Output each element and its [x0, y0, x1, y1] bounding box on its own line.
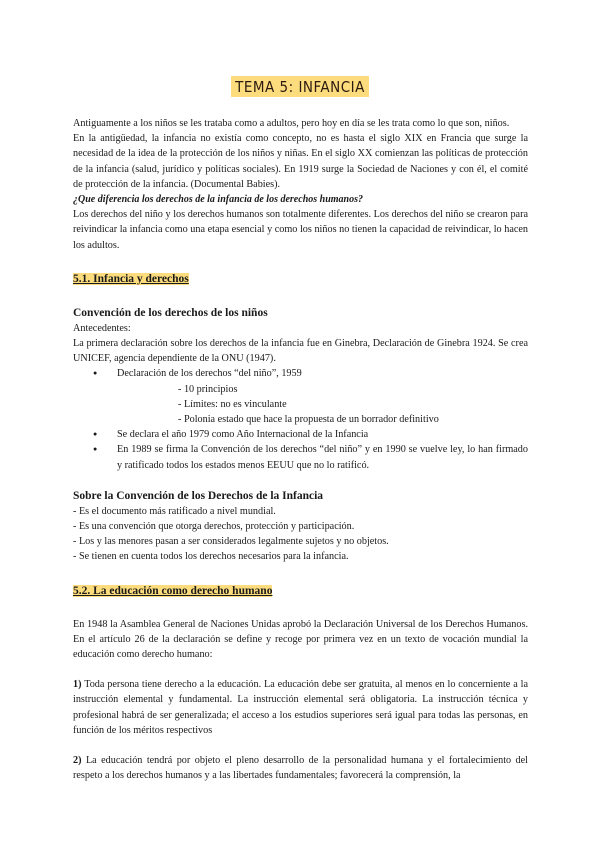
point-2-number: 2) — [73, 755, 82, 767]
section-1-heading — [73, 271, 528, 287]
list-item: - Es el documento más ratificado a nivel mundial. — [73, 505, 276, 517]
answer-paragraph: Los derechos del niño y los derechos humanos son totalmente diferentes. Los derechos del niño se crearon para reivindicar la infancia como una etapa esencial y como los niños no tienen la capacidad de reivindicar, lo hacen los adultos. — [73, 209, 528, 251]
point-2-text: La educación tendrá por objeto el pleno desarrollo de la personalidad humana y el fortalecimiento del respeto a los derechos humanos y a las libertades fundamentales; favorecerá la comprensión, la — [73, 755, 528, 782]
sub-list-item: - Polonia estado que hace la propuesta de un borrador definitivo — [178, 414, 439, 426]
section-1-heading-text: 5.1. Infancia y derechos — [73, 272, 189, 285]
convention-bullet-list — [73, 366, 528, 472]
section-2-heading-text: 5.2. La educación como derecho humano — [73, 584, 273, 597]
bullet-text: Declaración de los derechos “del niño”, 1959 — [117, 368, 302, 380]
list-item — [107, 366, 528, 427]
list-item: ● En 1989 se firma la Convención de los derechos “del niño” y en 1990 se vuelve ley, lo han firmado y ratificado todos los estados menos EEUU que no lo ratificó. — [107, 442, 528, 472]
point-1-text: Toda persona tiene derecho a la educación. La educación debe ser gratuita, al menos en lo concerniente a la instrucción elemental y fundamental. La instrucción elemental será obligatoria. La instrucción técnica y profesional habrá de ser generalizada; el acceso a los estudios superiores será igual para todas las personas, en función de los méritos respectivos — [73, 679, 528, 736]
antecedentes-label: Antecedentes: — [73, 322, 131, 334]
list-item: - Se tienen en cuenta todos los derechos necesarios para la infancia. — [73, 551, 349, 563]
sub-list-item: - Límites: no es vinculante — [178, 398, 287, 410]
point-1-number: 1) — [73, 679, 82, 691]
about-convention-list — [73, 504, 528, 565]
document-body — [73, 116, 528, 784]
list-item: ● Se declara el año 1979 como Año Internacional de la Infancia — [107, 427, 528, 442]
sub-list — [117, 382, 528, 428]
question-heading: ¿Que diferencia los derechos de la infancia de los derechos humanos? — [73, 194, 363, 206]
intro-paragraph-1: Antiguamente a los niños se les trataba como a adultos, pero hoy en día se les trata como lo que son, niños. — [73, 118, 510, 129]
page-title: TEMA 5: INFANCIA — [231, 76, 369, 97]
convention-heading: Convención de los derechos de los niños — [73, 306, 268, 319]
sub-list-item: - 10 principios — [178, 383, 238, 395]
section-2-heading — [73, 583, 528, 599]
antecedentes-text: La primera declaración sobre los derechos de la infancia fue en Ginebra, Declaración de Ginebra 1924. Se crea UNICEF, agencia dependiente de la ONU (1947). — [73, 338, 528, 365]
section-2-intro: En 1948 la Asamblea General de Naciones Unidas aprobó la Declaración Universal de los Derechos Humanos. En el artículo 26 de la declaración se define y recoge por primera vez en un texto de vocación mundial la educación como derecho humano: — [73, 618, 528, 661]
intro-paragraph-2: En la antigüedad, la infancia no existía como concepto, no es hasta el siglo XIX en Francia que surge la necesidad de la idea de la protección de los niños y niñas. En el siglo XX comienzan las políticas de protección de la infancia (salud, jurídico y políticas sociales). En 1919 surge la Sociedad de Naciones y con él, el comité de protección de la infancia. (Documental Babies). — [73, 133, 528, 190]
point-2-paragraph — [73, 753, 528, 783]
list-item: - Es una convención que otorga derechos, protección y participación. — [73, 521, 355, 533]
about-convention-heading: Sobre la Convención de los Derechos de la Infancia — [73, 489, 324, 502]
point-1-paragraph — [73, 677, 528, 738]
list-item: - Los y las menores pasan a ser considerados legalmente sujetos y no objetos. — [73, 536, 389, 548]
title-wrap — [0, 76, 600, 97]
